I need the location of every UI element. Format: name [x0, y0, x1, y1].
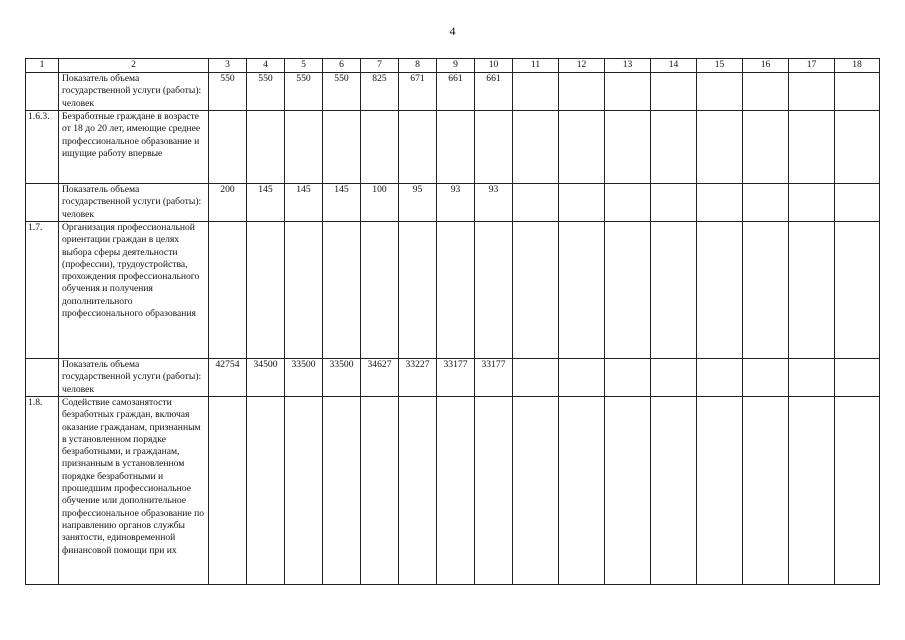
row-code [26, 359, 59, 397]
value-cell: 200 [209, 184, 247, 222]
value-cell [285, 222, 323, 359]
value-cell [651, 111, 697, 184]
column-header: 12 [559, 59, 605, 73]
value-cell [361, 222, 399, 359]
column-header: 14 [651, 59, 697, 73]
value-cell [285, 111, 323, 184]
value-cell [789, 73, 835, 111]
value-cell [285, 397, 323, 585]
value-cell [697, 222, 743, 359]
value-cell: 95 [399, 184, 437, 222]
value-cell: 661 [475, 73, 513, 111]
column-header: 3 [209, 59, 247, 73]
value-cell [437, 111, 475, 184]
value-cell [835, 73, 880, 111]
value-cell [513, 222, 559, 359]
row-code: 1.6.3. [26, 111, 59, 184]
value-cell [743, 359, 789, 397]
value-cell [743, 184, 789, 222]
value-cell [789, 397, 835, 585]
row-code: 1.8. [26, 397, 59, 585]
value-cell: 34627 [361, 359, 399, 397]
value-cell [475, 111, 513, 184]
value-cell: 33177 [437, 359, 475, 397]
table-row [26, 397, 880, 585]
value-cell [559, 184, 605, 222]
column-header: 2 [59, 59, 209, 73]
value-cell: 33227 [399, 359, 437, 397]
value-cell [513, 397, 559, 585]
value-cell: 145 [247, 184, 285, 222]
value-cell [605, 111, 651, 184]
table-row [26, 222, 880, 359]
value-cell [209, 111, 247, 184]
row-description: Показатель объема государственной услуги (работы): человек [59, 73, 209, 111]
column-header: 5 [285, 59, 323, 73]
value-cell [361, 397, 399, 585]
value-cell [559, 73, 605, 111]
page-number: 4 [449, 24, 456, 38]
value-cell [835, 359, 880, 397]
value-cell [323, 222, 361, 359]
value-cell [513, 111, 559, 184]
value-cell: 33177 [475, 359, 513, 397]
value-cell [475, 397, 513, 585]
value-cell [437, 222, 475, 359]
value-cell [605, 73, 651, 111]
value-cell: 33500 [285, 359, 323, 397]
value-cell [605, 397, 651, 585]
value-cell [743, 397, 789, 585]
value-cell [513, 359, 559, 397]
value-cell [651, 359, 697, 397]
value-cell [605, 359, 651, 397]
row-code: 1.7. [26, 222, 59, 359]
value-cell: 42754 [209, 359, 247, 397]
value-cell: 100 [361, 184, 399, 222]
value-cell [651, 397, 697, 585]
value-cell [247, 111, 285, 184]
data-table [25, 58, 880, 585]
value-cell [651, 73, 697, 111]
value-cell [513, 73, 559, 111]
value-cell [835, 222, 880, 359]
value-cell [209, 397, 247, 585]
value-cell [437, 397, 475, 585]
value-cell: 93 [437, 184, 475, 222]
value-cell [743, 73, 789, 111]
column-header: 18 [835, 59, 880, 73]
value-cell [789, 184, 835, 222]
column-header: 4 [247, 59, 285, 73]
row-description: Безработные граждане в возрасте от 18 до 20 лет, имеющие среднее профессиональное образование и ищущие работу впервые [59, 111, 209, 184]
value-cell [559, 359, 605, 397]
value-cell [835, 111, 880, 184]
column-header: 17 [789, 59, 835, 73]
value-cell [789, 111, 835, 184]
table-row [26, 111, 880, 184]
column-header: 9 [437, 59, 475, 73]
value-cell [247, 397, 285, 585]
value-cell [323, 111, 361, 184]
row-description: Показатель объема государственной услуги (работы): человек [59, 184, 209, 222]
row-description: Показатель объема государственной услуги (работы): человек [59, 359, 209, 397]
value-cell: 661 [437, 73, 475, 111]
value-cell: 145 [323, 184, 361, 222]
value-cell [743, 222, 789, 359]
row-code [26, 73, 59, 111]
value-cell: 825 [361, 73, 399, 111]
value-cell [605, 184, 651, 222]
row-description: Содействие самозанятости безработных граждан, включая оказание гражданам, признанным в установленном порядке безработными, и гражданам, признанным в установленном порядке безработными и прошедшим профессиональное обучение или дополнительное профессиональное образование по направлению органов службы занятости, единовременной финансовой помощи при их [59, 397, 209, 585]
value-cell [475, 222, 513, 359]
value-cell [323, 397, 361, 585]
value-cell [651, 222, 697, 359]
value-cell [399, 111, 437, 184]
value-cell [559, 397, 605, 585]
value-cell [789, 222, 835, 359]
value-cell [247, 222, 285, 359]
value-cell [209, 222, 247, 359]
header-row [26, 59, 880, 73]
table-row [26, 73, 880, 111]
value-cell [559, 111, 605, 184]
column-header: 1 [26, 59, 59, 73]
value-cell: 33500 [323, 359, 361, 397]
value-cell [651, 184, 697, 222]
value-cell [835, 397, 880, 585]
column-header: 15 [697, 59, 743, 73]
column-header: 13 [605, 59, 651, 73]
value-cell [835, 184, 880, 222]
column-header: 11 [513, 59, 559, 73]
value-cell: 550 [247, 73, 285, 111]
row-description: Организация профессиональной ориентации граждан в целях выбора сферы деятельности (профессии), трудоустройства, прохождения профессионального обучения и получения дополнительного профессионального образования [59, 222, 209, 359]
column-header: 8 [399, 59, 437, 73]
column-header: 10 [475, 59, 513, 73]
column-header: 7 [361, 59, 399, 73]
value-cell: 93 [475, 184, 513, 222]
value-cell: 550 [285, 73, 323, 111]
value-cell [513, 184, 559, 222]
value-cell: 550 [209, 73, 247, 111]
row-code [26, 184, 59, 222]
value-cell [697, 184, 743, 222]
column-header: 6 [323, 59, 361, 73]
value-cell: 34500 [247, 359, 285, 397]
value-cell: 671 [399, 73, 437, 111]
value-cell [605, 222, 651, 359]
column-header: 16 [743, 59, 789, 73]
value-cell [789, 359, 835, 397]
value-cell [361, 111, 399, 184]
table-row [26, 359, 880, 397]
value-cell [743, 111, 789, 184]
value-cell: 145 [285, 184, 323, 222]
value-cell [399, 397, 437, 585]
value-cell [697, 111, 743, 184]
value-cell [559, 222, 605, 359]
value-cell [697, 73, 743, 111]
value-cell [399, 222, 437, 359]
value-cell [697, 397, 743, 585]
value-cell [697, 359, 743, 397]
table-row [26, 184, 880, 222]
value-cell: 550 [323, 73, 361, 111]
